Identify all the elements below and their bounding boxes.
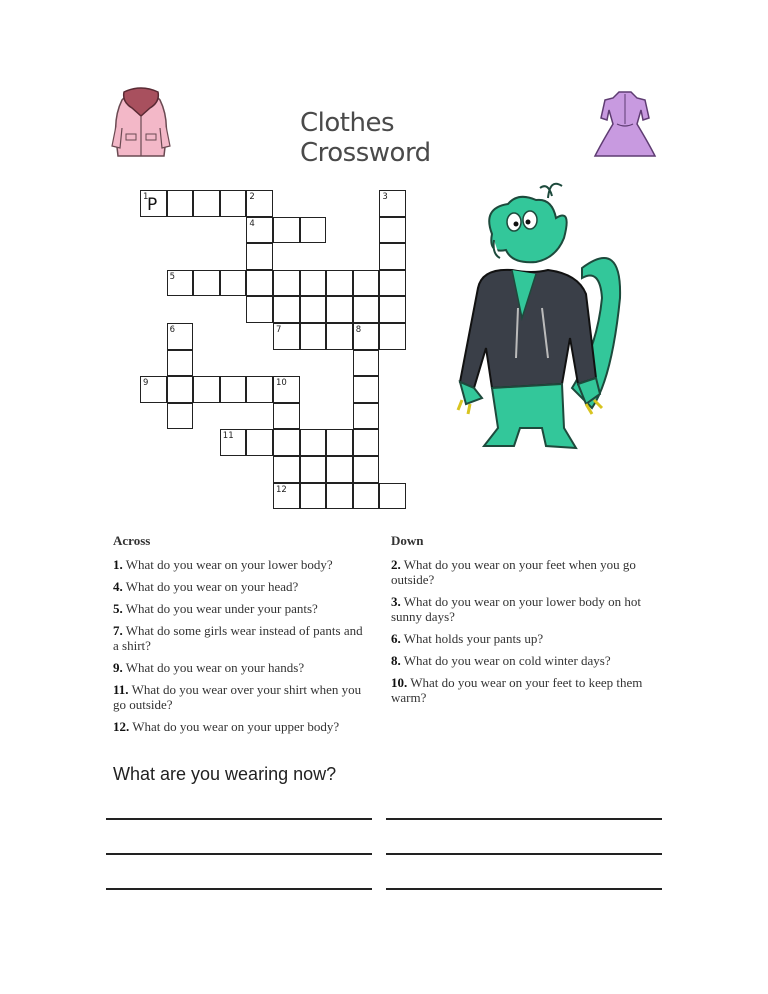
crossword-cell[interactable]	[300, 217, 327, 244]
across-clues	[113, 533, 371, 741]
crossword-cell[interactable]	[246, 217, 273, 244]
crossword-cell[interactable]	[326, 429, 353, 456]
crossword-cell[interactable]	[273, 376, 300, 403]
clue-down-10: 10. What do you wear on your feet to keep them warm?	[391, 675, 643, 705]
crossword-grid	[140, 190, 406, 510]
clue-number: 8	[355, 325, 362, 335]
crossword-cell[interactable]	[379, 323, 406, 350]
crossword-cell[interactable]	[353, 270, 380, 297]
crossword-cell[interactable]	[273, 270, 300, 297]
crossword-cell[interactable]	[167, 270, 194, 297]
crossword-cell[interactable]	[220, 376, 247, 403]
crossword-cell[interactable]	[379, 217, 406, 244]
crossword-cell[interactable]	[353, 403, 380, 430]
crossword-cell[interactable]	[326, 270, 353, 297]
crossword-cell[interactable]	[167, 376, 194, 403]
clue-number: 4	[249, 218, 255, 229]
crossword-cell[interactable]	[353, 350, 380, 377]
crossword-cell[interactable]	[326, 296, 353, 323]
clue-across-5: 5. What do you wear under your pants?	[113, 601, 318, 616]
crossword-cell[interactable]	[246, 296, 273, 323]
clue-across-4: 4. What do you wear on your head?	[113, 579, 299, 594]
clue-across-7: 7. What do some girls wear instead of pants and a shirt?	[113, 623, 363, 653]
clue-number: 11	[222, 431, 234, 442]
across-heading: Across	[113, 533, 151, 548]
clue-number: 6	[169, 325, 176, 335]
crossword-cell[interactable]	[326, 483, 353, 510]
crossword-cell[interactable]	[220, 190, 247, 217]
cell-letter: P	[147, 195, 158, 215]
answer-line[interactable]	[106, 853, 372, 855]
clue-number: 10	[276, 378, 287, 389]
clue-down-6: 6. What holds your pants up?	[391, 631, 544, 646]
crossword-cell[interactable]	[193, 190, 220, 217]
crossword-cell[interactable]	[246, 243, 273, 270]
down-heading: Down	[391, 533, 424, 548]
crossword-cell[interactable]	[246, 376, 273, 403]
crossword-cell[interactable]	[140, 376, 167, 403]
crossword-cell[interactable]	[300, 270, 327, 297]
clue-across-12: 12. What do you wear on your upper body?	[113, 719, 340, 734]
crossword-cell[interactable]	[246, 190, 273, 217]
crossword-cell[interactable]	[379, 270, 406, 297]
clue-across-1: 1. What do you wear on your lower body?	[113, 557, 333, 572]
crossword-cell[interactable]	[353, 323, 380, 350]
crossword-cell[interactable]	[167, 190, 194, 217]
crossword-cell[interactable]	[300, 296, 327, 323]
crossword-cell[interactable]	[167, 403, 194, 430]
crossword-cell[interactable]	[220, 270, 247, 297]
answer-line[interactable]	[106, 888, 372, 890]
crossword-cell[interactable]	[167, 323, 194, 350]
crossword-cell[interactable]	[273, 456, 300, 483]
clue-number: 1	[143, 192, 149, 202]
crossword-cell[interactable]	[300, 456, 327, 483]
pink-jacket-image	[110, 86, 172, 160]
crossword-cell[interactable]	[273, 429, 300, 456]
answer-line[interactable]	[386, 818, 662, 820]
clue-across-11: 11. What do you wear over your shirt when you go outside?	[113, 682, 362, 712]
crossword-cell[interactable]	[353, 296, 380, 323]
crossword-cell[interactable]	[300, 429, 327, 456]
clue-number: 9	[143, 378, 149, 389]
crossword-cell[interactable]	[353, 456, 380, 483]
crossword-cell[interactable]	[379, 190, 406, 217]
clue-number: 12	[276, 484, 287, 495]
crossword-cell[interactable]	[193, 270, 220, 297]
crossword-cell[interactable]	[273, 217, 300, 244]
crossword-cell[interactable]	[353, 429, 380, 456]
crossword-cell[interactable]	[273, 403, 300, 430]
crossword-cell[interactable]	[379, 243, 406, 270]
crossword-cell[interactable]	[326, 323, 353, 350]
crossword-cell[interactable]	[246, 270, 273, 297]
crossword-cell[interactable]	[193, 376, 220, 403]
crossword-cell[interactable]	[140, 190, 167, 217]
crossword-cell[interactable]	[379, 483, 406, 510]
crossword-cell[interactable]	[220, 429, 247, 456]
page-title: Clothes Crossword	[300, 108, 431, 168]
clue-down-2: 2. What do you wear on your feet when you go outside?	[391, 557, 636, 587]
crossword-cell[interactable]	[273, 296, 300, 323]
monster-in-jacket-image	[452, 178, 628, 478]
clue-across-9: 9. What do you wear on your hands?	[113, 660, 305, 675]
crossword-cell[interactable]	[273, 323, 300, 350]
crossword-cell[interactable]	[167, 350, 194, 377]
answer-line[interactable]	[386, 853, 662, 855]
crossword-cell[interactable]	[353, 376, 380, 403]
answer-line[interactable]	[106, 818, 372, 820]
crossword-cell[interactable]	[300, 323, 327, 350]
crossword-cell[interactable]	[246, 429, 273, 456]
crossword-cell[interactable]	[326, 456, 353, 483]
crossword-cell[interactable]	[379, 296, 406, 323]
down-clues	[391, 533, 659, 712]
crossword-cell[interactable]	[300, 483, 327, 510]
purple-dress-image	[593, 88, 657, 160]
clue-down-3: 3. What do you wear on your lower body on hot sunny days?	[391, 594, 641, 624]
answer-line[interactable]	[386, 888, 662, 890]
clue-number: 2	[249, 192, 255, 202]
clue-down-8: 8. What do you wear on cold winter days?	[391, 653, 611, 668]
clue-number: 7	[276, 325, 282, 335]
crossword-cell[interactable]	[273, 483, 300, 510]
clue-number: 5	[169, 271, 176, 282]
writing-prompt: What are you wearing now?	[113, 764, 337, 784]
crossword-cell[interactable]	[353, 483, 380, 510]
clue-number: 3	[382, 192, 388, 202]
